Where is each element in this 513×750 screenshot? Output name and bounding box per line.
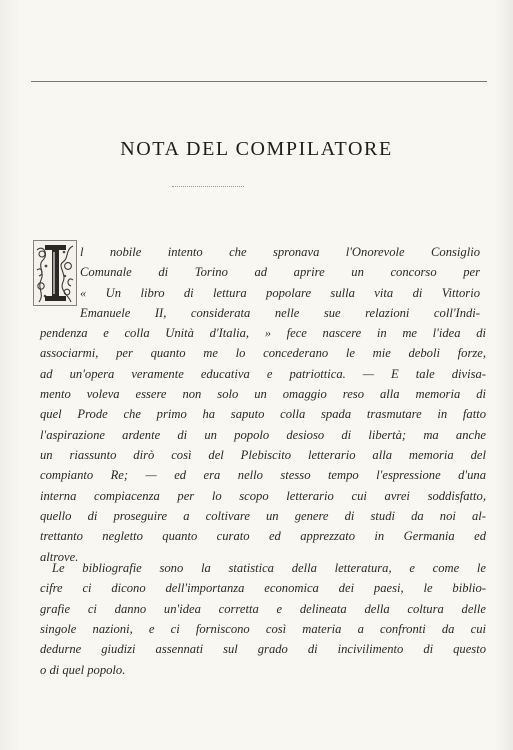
text-line: un riassunto dirò così del Plebiscito letterario alla memoria del: [40, 448, 486, 463]
text-line: singole nazioni, e ci forniscono così materia a confronti da cui: [40, 622, 486, 637]
text-line: trettanto negletto quanto curato ed apprezzato in Germania ed: [40, 529, 486, 544]
ornamental-initial-i: [33, 240, 77, 306]
text-line: Comunale di Torino ad aprire un concorso per: [80, 265, 480, 280]
text-line: Le bibliografie sono la statistica della letteratura, e come le: [52, 561, 486, 575]
page-title: NOTA DEL COMPILATORE: [120, 138, 393, 160]
header-rule: [31, 81, 487, 82]
text-line: quel Prode che primo ha saputo colla spada trasmutare in fatto: [40, 407, 486, 422]
initial-letter: I: [33, 240, 34, 241]
text-line: interna compiacenza per lo scopo letterario cui avrei soddisfatto,: [40, 488, 486, 503]
paragraph-2: [40, 558, 486, 680]
text-line: mento voleva essere non solo un omaggio reso alla memoria di: [40, 387, 486, 402]
text-line: altrove.: [40, 549, 79, 564]
text-line: l'aspirazione ardente di un popolo desioso di libertà; ma anche: [40, 427, 486, 442]
text-line: associarmi, per quanto me lo concederano le mie deboli forze,: [40, 346, 486, 361]
text-line: grafie ci danno un'idea corretta e delineata della coltura delle: [40, 601, 486, 616]
text-line: pendenza e colla Unità d'Italia, » fece nascere in me l'idea di: [40, 326, 486, 340]
text-line: cifre ci dicono dell'importanza economica dei paesi, le biblio-: [40, 581, 486, 596]
text-line: « Un libro di lettura popolare sulla vita di Vittorio: [80, 285, 480, 300]
text-line: quello di proseguire a coltivare un genere di studi da noi al-: [40, 509, 486, 524]
text-line: compianto Re; — ed era nello stesso tempo l'espressione d'una: [40, 468, 486, 483]
text-line: ad un'opera veramente educativa e patriottica. — E tale divisa-: [40, 366, 486, 381]
text-line: Emanuele II, considerata nelle sue relazioni coll'Indi-: [80, 306, 480, 321]
paragraph-1-opening: [80, 242, 480, 323]
text-line: l nobile intento che spronava l'Onorevole Consiglio: [80, 245, 480, 259]
paragraph-1-body: [40, 323, 486, 567]
title-ornament-rule: [172, 186, 244, 187]
text-line: o di quel popolo.: [40, 662, 126, 677]
text-line: dedurne giudizi assennati sul grado di incivilimento di questo: [40, 642, 486, 657]
